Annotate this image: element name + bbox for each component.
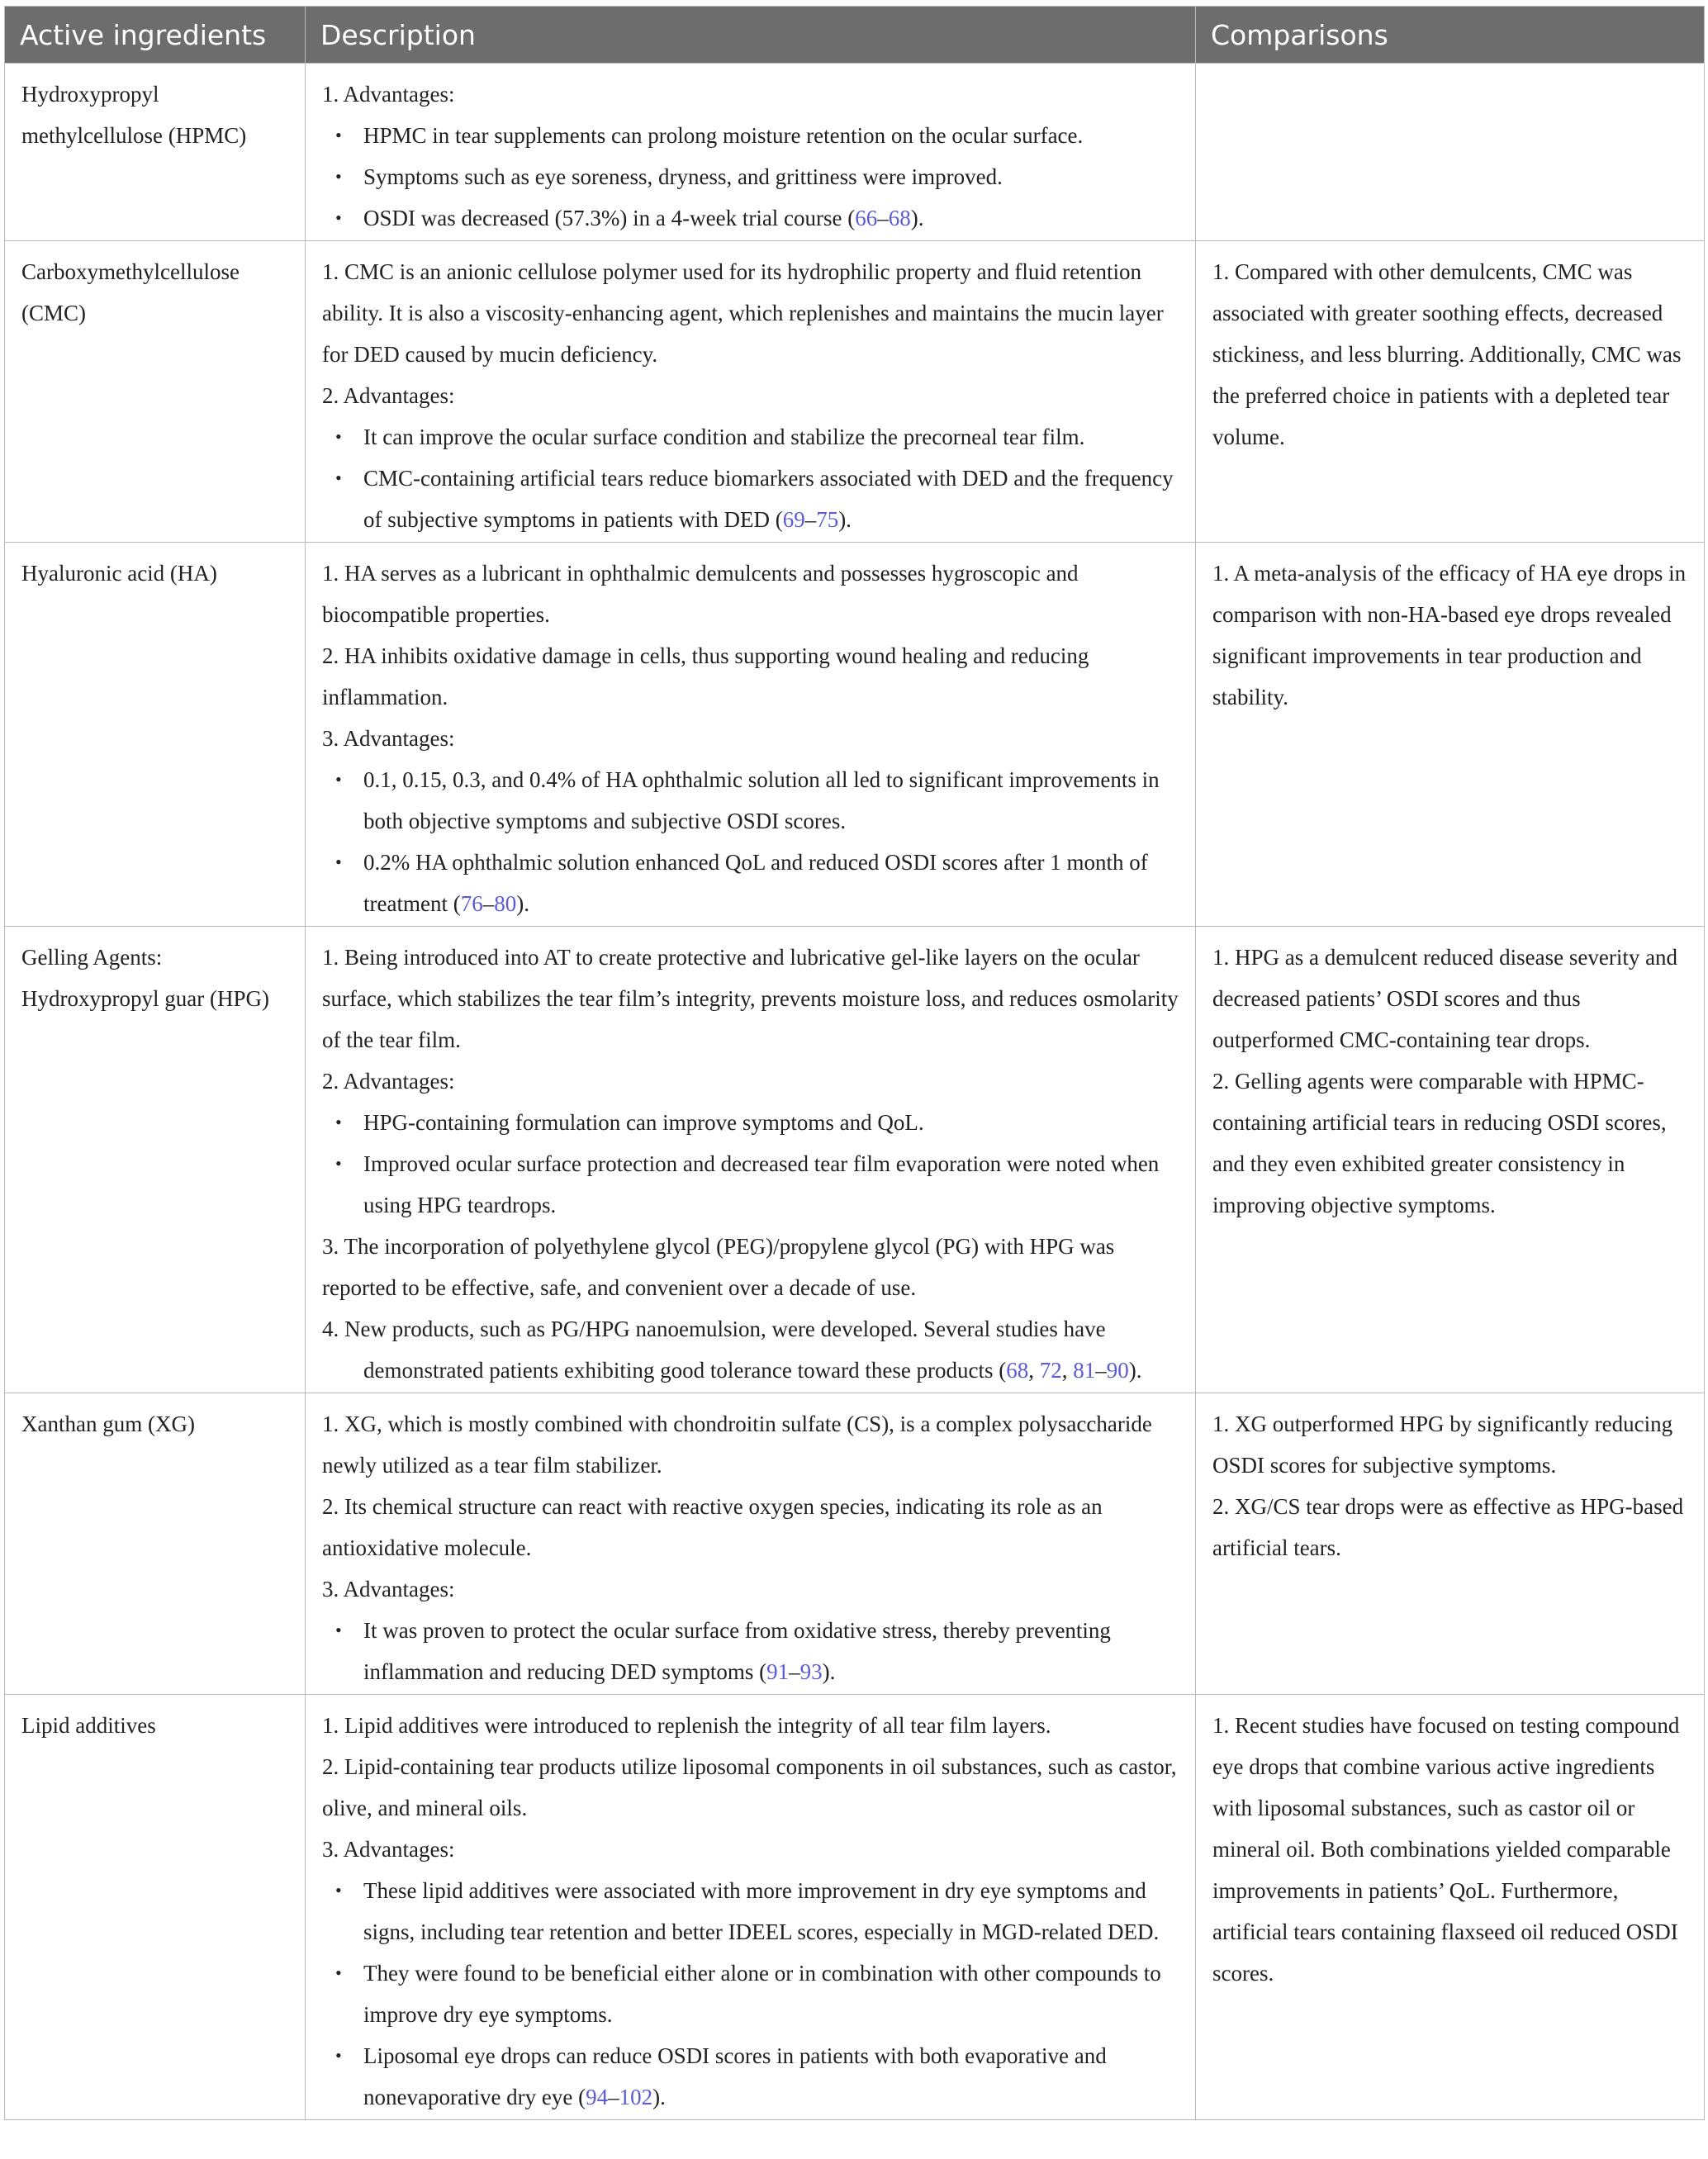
item-text: OSDI was decreased (57.3%) in a 4-week trial course ( xyxy=(363,206,856,230)
item-text: 0.2% HA ophthalmic solution enhanced QoL and reduced OSDI scores after 1 month of treatment ( xyxy=(363,850,1148,916)
ingredient-name: Lipid additives xyxy=(21,1713,156,1738)
item-text: 4. New products, such as PG/HPG nanoemulsion, were developed. Several studies have demonstrated patients exhibiting good tolerance toward these products ( xyxy=(322,1317,1106,1383)
header-comparisons: Comparisons xyxy=(1196,7,1705,64)
bullet-icon: • xyxy=(335,426,342,447)
table-row xyxy=(5,543,1705,927)
ref-separator: – xyxy=(789,1659,800,1684)
bullet-icon: • xyxy=(335,1880,342,1900)
item-text: 1. CMC is an anionic cellulose polymer used for its hydrophilic property and fluid retention ability. It is also a viscosity-enhancing agent, which replenishes and maintains the mucin layer for DED caused by mucin deficiency. xyxy=(322,259,1164,367)
bullet-item xyxy=(322,458,1179,540)
ingredient-cell xyxy=(5,927,306,1393)
ingredient-cell xyxy=(5,1393,306,1695)
comparisons-cell xyxy=(1196,927,1705,1393)
bullet-item xyxy=(322,115,1179,156)
ingredient-name: Hydroxypropyl guar (HPG) xyxy=(21,986,269,1011)
item-text: 2. Its chemical structure can react with reactive oxygen species, indicating its role as an antioxidative molecule. xyxy=(322,1494,1103,1560)
text-line xyxy=(322,1486,1179,1568)
comparisons-cell xyxy=(1196,64,1705,241)
ingredient-cell xyxy=(5,241,306,543)
ref-separator: – xyxy=(608,2085,619,2109)
item-text: 3. Advantages: xyxy=(322,1837,455,1862)
item-text: 1. Compared with other demulcents, CMC was associated with greater soothing effects, decreased stickiness, and less blurring. Additionally, CMC was the preferred choice in patients with a depleted tear volume. xyxy=(1212,259,1682,449)
text-line xyxy=(322,1829,1179,1870)
comparisons-cell xyxy=(1196,1393,1705,1695)
text-line xyxy=(1212,1403,1687,1486)
bullet-item xyxy=(322,1870,1179,1953)
reference-link[interactable]: 90 xyxy=(1106,1358,1129,1383)
ref-separator: – xyxy=(1095,1358,1107,1383)
reference-link[interactable]: 93 xyxy=(799,1659,823,1684)
item-tail: ). xyxy=(822,1659,836,1684)
text-line xyxy=(322,1746,1179,1829)
bullet-icon: • xyxy=(335,1112,342,1132)
ref-separator: – xyxy=(482,891,495,916)
ref-separator: , xyxy=(1061,1358,1074,1383)
reference-link[interactable]: 68 xyxy=(1006,1358,1029,1383)
text-line xyxy=(1212,553,1687,718)
ingredients-table xyxy=(4,6,1705,2120)
text-line xyxy=(322,375,1179,416)
table-row xyxy=(5,64,1705,241)
ingredient-name: Xanthan gum (XG) xyxy=(21,1412,195,1436)
numbered-item xyxy=(322,1308,1179,1391)
bullet-item xyxy=(322,842,1179,924)
ingredient-cell xyxy=(5,64,306,241)
ingredient-name: (CMC) xyxy=(21,301,87,325)
ingredient-name: Hyaluronic acid (HA) xyxy=(21,561,217,586)
bullet-item xyxy=(322,2035,1179,2118)
item-text: It can improve the ocular surface condition and stabilize the precorneal tear film. xyxy=(363,425,1085,449)
bullet-icon: • xyxy=(335,207,342,228)
description-cell xyxy=(306,1393,1196,1695)
reference-link[interactable]: 75 xyxy=(816,507,839,532)
text-line xyxy=(1212,1061,1687,1226)
item-text: HPG-containing formulation can improve symptoms and QoL. xyxy=(363,1110,924,1135)
text-line xyxy=(1212,937,1687,1061)
table-row xyxy=(5,241,1705,543)
description-cell xyxy=(306,241,1196,543)
text-line xyxy=(322,1061,1179,1102)
header-row xyxy=(5,7,1705,64)
reference-link[interactable]: 66 xyxy=(855,206,878,230)
bullet-icon: • xyxy=(335,1620,342,1640)
item-tail: ). xyxy=(838,507,852,532)
bullet-icon: • xyxy=(335,2045,342,2066)
item-text: They were found to be beneficial either alone or in combination with other compounds to improve dry eye symptoms. xyxy=(363,1961,1161,2027)
reference-link[interactable]: 68 xyxy=(888,206,911,230)
item-tail: ). xyxy=(1128,1358,1142,1383)
bullet-icon: • xyxy=(335,166,342,187)
bullet-item xyxy=(322,1610,1179,1692)
bullet-icon: • xyxy=(335,1153,342,1174)
bullet-item xyxy=(322,197,1179,239)
reference-link[interactable]: 72 xyxy=(1039,1358,1062,1383)
item-text: 2. Advantages: xyxy=(322,383,455,408)
comparisons-cell xyxy=(1196,241,1705,543)
item-text: 3. Advantages: xyxy=(322,726,455,751)
ingredient-name: Hydroxypropyl xyxy=(21,82,159,107)
item-text: CMC-containing artificial tears reduce biomarkers associated with DED and the frequency of subjective symptoms in patients with DED ( xyxy=(363,466,1174,532)
description-cell xyxy=(306,1695,1196,2120)
text-line xyxy=(322,74,1179,115)
item-text: 1. XG, which is mostly combined with chondroitin sulfate (CS), is a complex polysaccharide newly utilized as a tear film stabilizer. xyxy=(322,1412,1152,1478)
bullet-item xyxy=(322,1143,1179,1226)
reference-link[interactable]: 91 xyxy=(766,1659,790,1684)
item-text: Improved ocular surface protection and decreased tear film evaporation were noted when using HPG teardrops. xyxy=(363,1151,1160,1217)
ingredient-cell xyxy=(5,543,306,927)
text-line xyxy=(1212,251,1687,458)
ref-separator: – xyxy=(877,206,889,230)
item-text: 1. Advantages: xyxy=(322,82,455,107)
description-cell xyxy=(306,927,1196,1393)
table-row xyxy=(5,1695,1705,2120)
text-line xyxy=(322,937,1179,1061)
bullet-icon: • xyxy=(335,769,342,790)
ingredient-name: methylcellulose (HPMC) xyxy=(21,123,247,148)
header-description: Description xyxy=(306,7,1196,64)
comparisons-cell xyxy=(1196,1695,1705,2120)
text-line xyxy=(322,1705,1179,1746)
bullet-item xyxy=(322,156,1179,197)
text-line xyxy=(322,635,1179,718)
reference-link[interactable]: 80 xyxy=(494,891,517,916)
item-text: 2. Gelling agents were comparable with HPMC-containing artificial tears in reducing OSDI scores, and they even exhibited greater consistency in improving objective symptoms. xyxy=(1212,1069,1667,1217)
bullet-item xyxy=(322,1102,1179,1143)
item-text: 2. Advantages: xyxy=(322,1069,455,1094)
item-text: 0.1, 0.15, 0.3, and 0.4% of HA ophthalmic solution all led to significant improvements in both objective symptoms and subjective OSDI scores. xyxy=(363,767,1160,833)
item-text: 1. Recent studies have focused on testing compound eye drops that combine various active ingredients with liposomal substances, such as castor oil or mineral oil. Both combinations yielded comparable improvements in patients’ QoL. Furthermore, artificial tears containing flaxseed oil reduced OSDI scores. xyxy=(1212,1713,1680,1986)
description-cell xyxy=(306,64,1196,241)
header-active-ingredients: Active ingredients xyxy=(5,7,306,64)
item-tail: ). xyxy=(516,891,529,916)
item-text: 1. XG outperformed HPG by significantly reducing OSDI scores for subjective symptoms. xyxy=(1212,1412,1673,1478)
reference-link[interactable]: 76 xyxy=(460,891,483,916)
table-row xyxy=(5,1393,1705,1695)
reference-link[interactable]: 102 xyxy=(619,2085,653,2109)
reference-link[interactable]: 94 xyxy=(586,2085,609,2109)
table-row xyxy=(5,927,1705,1393)
item-text: It was proven to protect the ocular surface from oxidative stress, thereby preventing inflammation and reducing DED symptoms ( xyxy=(363,1618,1111,1684)
bullet-item xyxy=(322,416,1179,458)
item-text: 2. XG/CS tear drops were as effective as HPG-based artificial tears. xyxy=(1212,1494,1684,1560)
item-text: 3. Advantages: xyxy=(322,1577,455,1601)
item-text: 1. Being introduced into AT to create protective and lubricative gel-like layers on the ocular surface, which stabilizes the tear film’s integrity, prevents moisture loss, and reduces osmolarity of the tear film. xyxy=(322,945,1179,1052)
reference-link[interactable]: 69 xyxy=(782,507,805,532)
table-body xyxy=(5,64,1705,2120)
item-text: 2. Lipid-containing tear products utilize liposomal components in oil substances, such as castor, olive, and mineral oils. xyxy=(322,1754,1177,1820)
reference-link[interactable]: 81 xyxy=(1073,1358,1096,1383)
bullet-icon: • xyxy=(335,1962,342,1983)
item-text: These lipid additives were associated with more improvement in dry eye symptoms and signs, including tear retention and better IDEEL scores, especially in MGD-related DED. xyxy=(363,1878,1160,1944)
bullet-item xyxy=(322,759,1179,842)
item-tail: ). xyxy=(910,206,924,230)
item-text: Liposomal eye drops can reduce OSDI scores in patients with both evaporative and nonevaporative dry eye ( xyxy=(363,2043,1107,2109)
bullet-icon: • xyxy=(335,125,342,145)
ingredient-name: Carboxymethylcellulose xyxy=(21,259,240,284)
text-line xyxy=(322,1403,1179,1486)
text-line xyxy=(322,718,1179,759)
ref-separator: – xyxy=(804,507,817,532)
ingredient-cell xyxy=(5,1695,306,2120)
ref-separator: , xyxy=(1028,1358,1040,1383)
text-line xyxy=(1212,1705,1687,1994)
ingredient-name: Gelling Agents: xyxy=(21,945,163,970)
comparisons-cell xyxy=(1196,543,1705,927)
bullet-item xyxy=(322,1953,1179,2035)
text-line xyxy=(1212,1486,1687,1568)
text-line xyxy=(322,251,1179,375)
text-line xyxy=(322,1226,1179,1308)
item-text: 2. HA inhibits oxidative damage in cells, thus supporting wound healing and reducing inflammation. xyxy=(322,643,1089,709)
item-text: Symptoms such as eye soreness, dryness, and grittiness were improved. xyxy=(363,164,1003,189)
item-text: 1. A meta-analysis of the efficacy of HA eye drops in comparison with non-HA-based eye drops revealed significant improvements in tear production and stability. xyxy=(1212,561,1687,709)
bullet-icon: • xyxy=(335,852,342,872)
item-text: 1. HPG as a demulcent reduced disease severity and decreased patients’ OSDI scores and thus outperformed CMC-containing tear drops. xyxy=(1212,945,1678,1052)
item-text: 3. The incorporation of polyethylene glycol (PEG)/propylene glycol (PG) with HPG was reported to be effective, safe, and convenient over a decade of use. xyxy=(322,1234,1115,1300)
text-line xyxy=(322,553,1179,635)
description-cell xyxy=(306,543,1196,927)
item-tail: ). xyxy=(652,2085,666,2109)
item-text: HPMC in tear supplements can prolong moisture retention on the ocular surface. xyxy=(363,123,1084,148)
item-text: 1. HA serves as a lubricant in ophthalmic demulcents and possesses hygroscopic and biocompatible properties. xyxy=(322,561,1079,627)
text-line xyxy=(322,1568,1179,1610)
bullet-icon: • xyxy=(335,467,342,488)
item-text: 1. Lipid additives were introduced to replenish the integrity of all tear film layers. xyxy=(322,1713,1051,1738)
